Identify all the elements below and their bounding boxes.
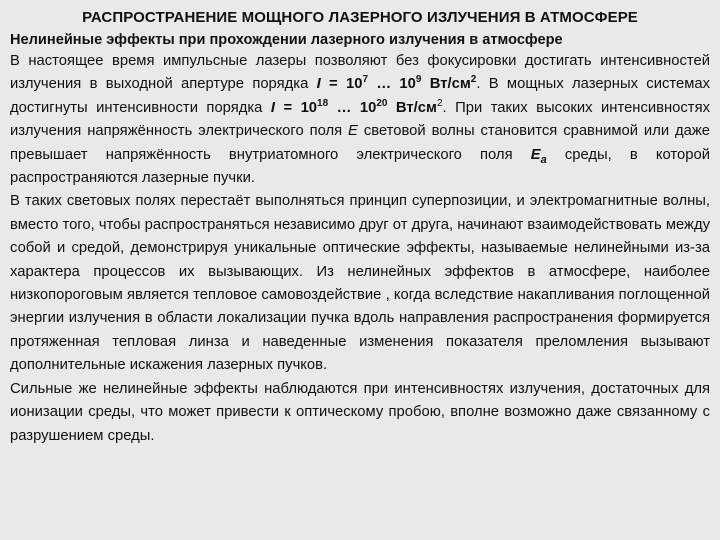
range1-unit: Вт/см <box>421 76 471 93</box>
paragraph-nonlinear: В таких световых полях перестаёт выполняться принцип суперпозиции, и электромагнитные волны, вместо того, чтобы распространяться независимо друг от друга, начинают взаимодействовать между собой и средой, демонстрируя уникальные оптические эффекты, называемые нелинейными из-за характера процессов их вызывающих. Из нелинейных эффектов в атмосфере, наиболее низкопороговым является тепловое самовоздействие , когда вследствие накапливания поглощенной энергии излучения в области локализации пучка вдоль направления распространения формируется протяженная тепловая линза и наведенные изменения показателя преломления вызывают дополнительные искажения лазерных пучков. <box>10 193 710 374</box>
range2-unit-exponent: 2 <box>436 97 443 109</box>
range2-end: … 10 <box>328 99 377 116</box>
range1-start-exponent: 7 <box>362 74 369 86</box>
slide-subtitle: Нелинейные эффекты при прохождении лазерного излучения в атмосфере <box>10 32 563 48</box>
paragraph-breakdown: Сильные же нелинейные эффекты наблюдаются при интенсивностях излучения, достаточных для ионизации среды, что может привести к оптическому пробою, вполне возможно даже связанному с разрушением среды. <box>10 380 710 444</box>
intensity-symbol-2: I <box>270 99 275 116</box>
range1-start: = 10 <box>320 76 363 93</box>
range1-end: … 10 <box>368 76 416 93</box>
p1-intro: В настоящее время импульсные лазеры позволяют без фокусировки достигать интенсивностей излучения в выходной апертуре порядка <box>10 53 710 93</box>
paragraph-intensity <box>10 50 710 190</box>
body-text <box>10 50 710 448</box>
field-symbol-ea: E <box>530 146 541 163</box>
p1-cont3: среды, в которой распространяются лазерные пучки. <box>10 146 710 187</box>
range2-start: = 10 <box>275 99 318 116</box>
range1-end-exponent: 9 <box>415 74 422 86</box>
p1-mid: . В мощных лазерных системах достигнуты интенсивности порядка <box>10 76 711 116</box>
p1-cont2: световой волны становится сравнимой или даже превышает напряжённость внутриатомного электрического поля <box>10 123 710 163</box>
range1-unit-exponent: 2 <box>470 74 477 86</box>
field-symbol-e: E <box>348 123 358 140</box>
range2-end-exponent: 20 <box>376 97 388 109</box>
slide-title: РАСПРОСТРАНЕНИЕ МОЩНОГО ЛАЗЕРНОГО ИЗЛУЧЕНИЯ В АТМОСФЕРЕ <box>82 9 638 26</box>
field-symbol-ea-subscript: a <box>540 153 547 166</box>
range2-start-exponent: 18 <box>317 97 329 109</box>
range2-unit: Вт/см <box>387 99 437 116</box>
p1-cont1: . При таких высоких интенсивностях излучения напряжённость электрического поля <box>10 99 710 140</box>
intensity-symbol-1: I <box>316 76 321 93</box>
